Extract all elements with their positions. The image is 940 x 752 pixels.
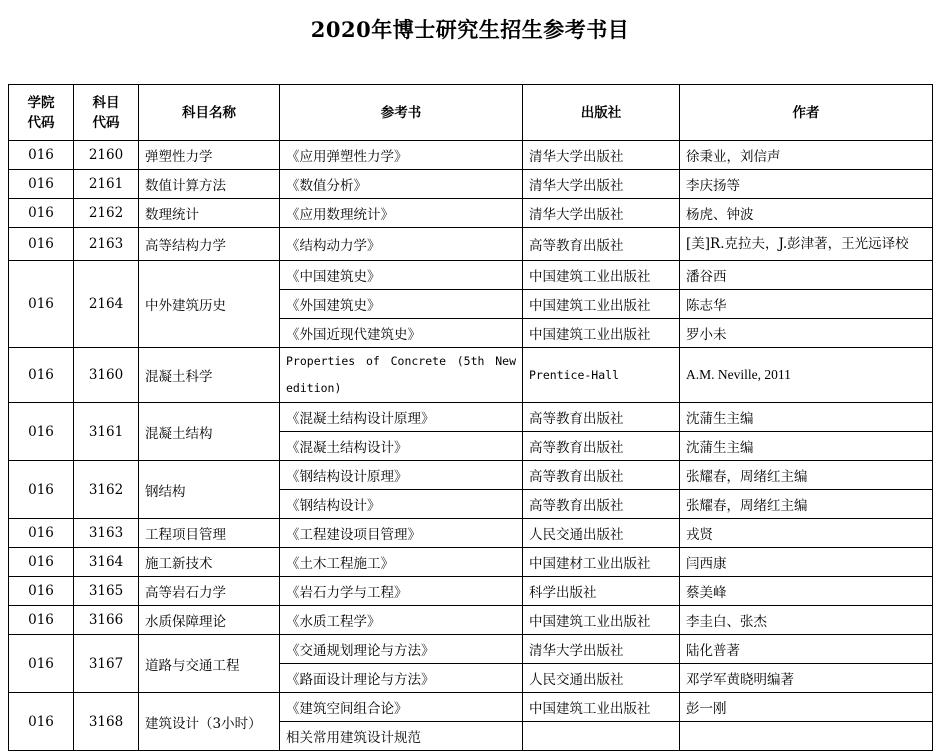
subject-name-cell: 高等结构力学 [139, 228, 280, 261]
publisher-cell: 高等教育出版社 [523, 490, 680, 519]
book-title-line2: edition) [286, 381, 342, 395]
author-cell: 张耀春，周绪红主编 [680, 461, 933, 490]
publisher-cell [523, 722, 680, 751]
book-cell: 《钢结构设计原理》 [280, 461, 523, 490]
subject-code-cell: 3160 [74, 348, 139, 403]
book-cell: 《外国近现代建筑史》 [280, 319, 523, 348]
college-code-cell: 016 [9, 461, 74, 519]
book-cell: 《岩石力学与工程》 [280, 577, 523, 606]
publisher-cell: 中国建材工业出版社 [523, 548, 680, 577]
college-code-cell: 016 [9, 606, 74, 635]
college-code-cell: 016 [9, 141, 74, 170]
table-row [9, 606, 933, 635]
table-row [9, 635, 933, 664]
page-title: 2020年博士研究生招生参考书目 [310, 17, 630, 42]
book-cell: 《钢结构设计》 [280, 490, 523, 519]
author-cell: [美]R.克拉夫，J.彭津著，王光远译校 [680, 228, 933, 261]
book-cell: 相关常用建筑设计规范 [280, 722, 523, 751]
college-code-cell: 016 [9, 403, 74, 461]
college-code-cell: 016 [9, 577, 74, 606]
book-cell: 《外国建筑史》 [280, 290, 523, 319]
subject-name-cell: 道路与交通工程 [139, 635, 280, 693]
table-row [9, 141, 933, 170]
author-cell: 闫西康 [680, 548, 933, 577]
book-cell: 《建筑空间组合论》 [280, 693, 523, 722]
publisher-cell: 清华大学出版社 [523, 170, 680, 199]
header-publisher: 出版社 [523, 85, 680, 141]
subject-name-cell: 钢结构 [139, 461, 280, 519]
publisher-cell: 高等教育出版社 [523, 228, 680, 261]
author-cell: 李圭白、张杰 [680, 606, 933, 635]
college-code-cell: 016 [9, 228, 74, 261]
table-row [9, 348, 933, 403]
subject-name-cell: 数值计算方法 [139, 170, 280, 199]
college-code-cell: 016 [9, 199, 74, 228]
author-cell: 杨虎、钟波 [680, 199, 933, 228]
publisher-cell: 人民交通出版社 [523, 519, 680, 548]
subject-name-cell: 数理统计 [139, 199, 280, 228]
author-cell: 邓学军黄晓明编著 [680, 664, 933, 693]
subject-code-cell: 2162 [74, 199, 139, 228]
book-cell [280, 348, 523, 403]
author-cell: 张耀春，周绪红主编 [680, 490, 933, 519]
table-row [9, 170, 933, 199]
table-row [9, 461, 933, 490]
subject-code-cell: 3161 [74, 403, 139, 461]
subject-code-cell: 2160 [74, 141, 139, 170]
author-cell: 徐秉业，刘信声 [680, 141, 933, 170]
author-cell: 戎贤 [680, 519, 933, 548]
publisher-cell: 清华大学出版社 [523, 635, 680, 664]
publisher-cell: 高等教育出版社 [523, 432, 680, 461]
book-title-line1: Properties of Concrete (5th New [286, 354, 516, 368]
author-cell: 沈蒲生主编 [680, 403, 933, 432]
publisher-cell: 科学出版社 [523, 577, 680, 606]
author-cell: 潘谷西 [680, 261, 933, 290]
book-cell: 《土木工程施工》 [280, 548, 523, 577]
college-code-cell: 016 [9, 170, 74, 199]
book-cell: 《工程建设项目管理》 [280, 519, 523, 548]
publisher-cell: 中国建筑工业出版社 [523, 693, 680, 722]
author-cell: 沈蒲生主编 [680, 432, 933, 461]
book-cell: 《混凝土结构设计原理》 [280, 403, 523, 432]
subject-name-cell: 建筑设计（3小时） [139, 693, 280, 751]
subject-code-cell: 3162 [74, 461, 139, 519]
header-book: 参考书 [280, 85, 523, 141]
table-row [9, 693, 933, 722]
book-cell: 《结构动力学》 [280, 228, 523, 261]
college-code-cell: 016 [9, 635, 74, 693]
college-code-cell: 016 [9, 348, 74, 403]
table-row [9, 403, 933, 432]
subject-name-cell: 混凝土结构 [139, 403, 280, 461]
publisher-cell: 高等教育出版社 [523, 461, 680, 490]
subject-name-cell: 弹塑性力学 [139, 141, 280, 170]
book-cell: 《应用数理统计》 [280, 199, 523, 228]
subject-name-cell: 施工新技术 [139, 548, 280, 577]
publisher-cell: 人民交通出版社 [523, 664, 680, 693]
header-author: 作者 [680, 85, 933, 141]
publisher-cell: 清华大学出版社 [523, 141, 680, 170]
subject-name-cell: 水质保障理论 [139, 606, 280, 635]
author-cell: 罗小未 [680, 319, 933, 348]
table-row [9, 228, 933, 261]
publisher-cell: 中国建筑工业出版社 [523, 290, 680, 319]
subject-code-cell: 2164 [74, 261, 139, 348]
book-cell: 《水质工程学》 [280, 606, 523, 635]
college-code-cell: 016 [9, 519, 74, 548]
table-row [9, 519, 933, 548]
subject-name-cell: 混凝土科学 [139, 348, 280, 403]
header-subject-code: 科目 代码 [74, 85, 139, 141]
author-cell: 陈志华 [680, 290, 933, 319]
book-cell: 《数值分析》 [280, 170, 523, 199]
publisher-cell: 中国建筑工业出版社 [523, 606, 680, 635]
author-cell: 李庆扬等 [680, 170, 933, 199]
subject-code-cell: 3165 [74, 577, 139, 606]
subject-code-cell: 2161 [74, 170, 139, 199]
subject-code-cell: 3167 [74, 635, 139, 693]
table-row [9, 548, 933, 577]
publisher-cell: 高等教育出版社 [523, 403, 680, 432]
table-row [9, 199, 933, 228]
subject-code-cell: 3166 [74, 606, 139, 635]
author-cell: 陆化普著 [680, 635, 933, 664]
author-cell: 彭一刚 [680, 693, 933, 722]
book-cell: 《应用弹塑性力学》 [280, 141, 523, 170]
subject-name-cell: 高等岩石力学 [139, 577, 280, 606]
publisher-cell: Prentice-Hall [523, 348, 680, 403]
book-cell: 《混凝土结构设计》 [280, 432, 523, 461]
author-cell: 蔡美峰 [680, 577, 933, 606]
subject-name-cell: 工程项目管理 [139, 519, 280, 548]
author-cell [680, 722, 933, 751]
college-code-cell: 016 [9, 261, 74, 348]
publisher-cell: 中国建筑工业出版社 [523, 319, 680, 348]
header-row [9, 85, 933, 141]
book-cell: 《中国建筑史》 [280, 261, 523, 290]
subject-code-cell: 3163 [74, 519, 139, 548]
publisher-cell: 清华大学出版社 [523, 199, 680, 228]
header-subject-name: 科目名称 [139, 85, 280, 141]
table-row [9, 577, 933, 606]
header-college-code: 学院 代码 [9, 85, 74, 141]
book-cell: 《路面设计理论与方法》 [280, 664, 523, 693]
subject-code-cell: 2163 [74, 228, 139, 261]
author-cell: A.M. Neville, 2011 [680, 348, 933, 403]
subject-name-cell: 中外建筑历史 [139, 261, 280, 348]
table-row [9, 261, 933, 290]
college-code-cell: 016 [9, 693, 74, 751]
reference-books-table [8, 84, 933, 751]
college-code-cell: 016 [9, 548, 74, 577]
book-cell: 《交通规划理论与方法》 [280, 635, 523, 664]
publisher-cell: 中国建筑工业出版社 [523, 261, 680, 290]
subject-code-cell: 3168 [74, 693, 139, 751]
subject-code-cell: 3164 [74, 548, 139, 577]
